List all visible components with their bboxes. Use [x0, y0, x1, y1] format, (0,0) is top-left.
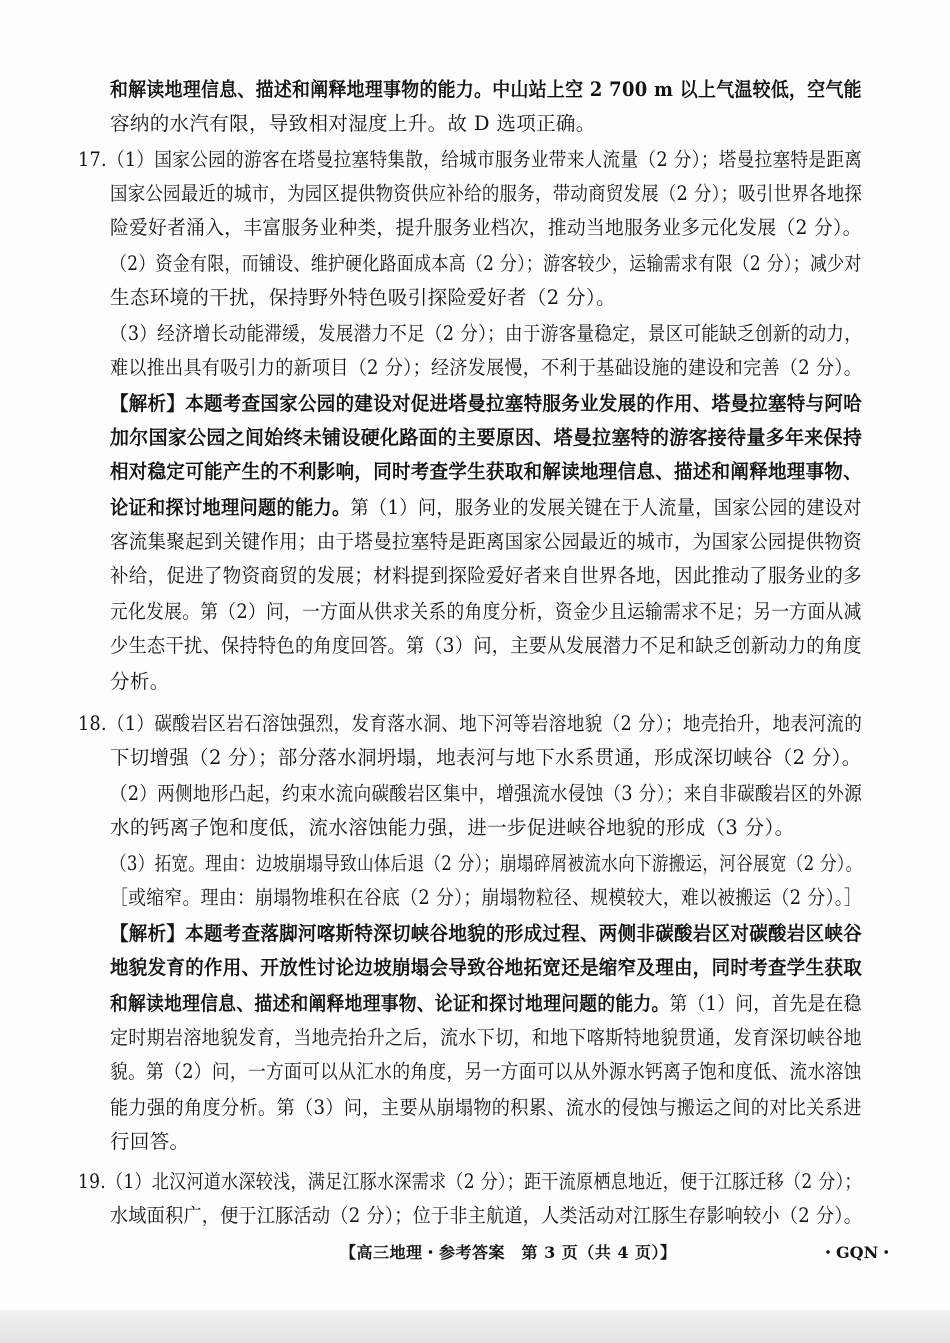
- body-text: 下切增强（2 分）；部分落水洞坍塌，地表河与地下水系贯通，形成深切峡谷（2 分）。: [110, 746, 862, 769]
- footer-code: ・GQN・: [820, 1243, 895, 1262]
- footer-title: 【高三地理・参考答案 第 3 页（共 4 页）】: [340, 1243, 677, 1262]
- bold-text: 【解析】本题考查落脚河喀斯特深切峡谷地貌的形成过程、两侧非碳酸岩区对碳酸岩区峡谷: [110, 922, 863, 945]
- text-line: [110, 250, 862, 278]
- body-text: 能力强的角度分析。第（3）问，主要从崩塌物的积累、流水的侵蚀与搬运之间的对比关系进: [110, 1096, 862, 1119]
- page-footer: [0, 1238, 950, 1268]
- text-line: [110, 814, 794, 842]
- body-text: （3）经济增长动能滞缓，发展潜力不足（2 分）；由于游客量稳定，景区可能缺乏创新的动力，: [110, 322, 863, 345]
- bold-text: 和解读地理信息、描述和阐释地理事物、论证和探讨地理问题的能力。: [110, 992, 670, 1015]
- body-text: （3）拓宽。理由：边坡崩塌导致山体后退（2 分）；崩塌碎屑被流水向下游搬运，河谷展宽（2 分）。: [110, 852, 863, 875]
- body-text: （2）资金有限，而铺设、维护硬化路面成本高（2 分）；游客较少，运输需求有限（2 分）；减少对: [110, 252, 862, 275]
- text-line: [110, 920, 862, 948]
- text-line: [110, 458, 862, 486]
- bold-text: 【解析】本题考查国家公园的建设对促进塔曼拉塞特服务业发展的作用、塔曼拉塞特与阿哈: [110, 392, 863, 415]
- body-text: 元化发展。第（2）问，一方面从供求关系的角度分析，资金少且运输需求不足；另一方面从减: [110, 600, 862, 623]
- body-text: 19.（1）北汉河道水深较浅，满足江豚水深需求（2 分）；距干流原栖息地近，便于江豚迁移（2 分）；: [78, 1170, 862, 1193]
- body-text: 国家公园最近的城市，为园区提供物资供应补给的服务，带动商贸发展（2 分）；吸引世界各地探: [110, 182, 863, 205]
- text-line: [110, 598, 862, 626]
- body-text: 水域面积广，便于江豚活动（2 分）；位于非主航道，人类活动对江豚生存影响较小（2 分）。: [110, 1204, 863, 1227]
- body-text: 难以推出具有吸引力的新项目（2 分）；经济发展慢，不利于基础设施的建设和完善（2 分）。: [110, 356, 863, 379]
- bold-text: 地貌发育的作用、开放性讨论边坡崩塌会导致谷地拓宽还是缩窄及理由，同时考查学生获取: [110, 956, 863, 979]
- body-text: 水的钙离子饱和度低，流水溶蚀能力强，进一步促进峡谷地貌的形成（3 分）。: [110, 816, 795, 839]
- text-line: [110, 744, 862, 772]
- text-line: [110, 780, 862, 808]
- body-text: 定时期岩溶地貌发育，当地壳抬升之后，流水下切，和地下喀斯特地貌贯通，发育深切峡谷地: [110, 1026, 862, 1049]
- body-text: 行回答。: [110, 1130, 190, 1153]
- text-line: [110, 284, 616, 312]
- text-line: [110, 884, 862, 912]
- text-line: [110, 320, 862, 348]
- body-text: 第（1）问，服务业的发展关键在于人流量，国家公园的建设对: [350, 496, 862, 519]
- text-line: [78, 146, 862, 174]
- text-line: [110, 1094, 862, 1122]
- text-line: [110, 390, 862, 418]
- text-line: [110, 1128, 189, 1156]
- body-text: 客流集聚起到关键作用；由于塔曼拉塞特是距离国家公园最近的城市，为国家公园提供物资: [110, 530, 863, 553]
- text-line: [78, 1168, 862, 1196]
- body-text: 17.（1）国家公园的游客在塔曼拉塞特集散，给城市服务业带来人流量（2 分）；塔曼拉塞特是距离: [78, 148, 863, 171]
- bold-text: 相对稳定可能产生的不利影响，同时考查学生获取和解读地理信息、描述和阐释地理事物、: [110, 460, 863, 483]
- body-text: 补给，促进了物资商贸的发展；材料提到探险爱好者来自世界各地，因此推动了服务业的多: [110, 564, 863, 587]
- body-text: 少生态干扰、保持特色的角度回答。第（3）问，主要从发展潜力不足和缺乏创新动力的角度: [110, 634, 862, 657]
- text-line: [110, 180, 862, 208]
- text-line: [110, 354, 862, 382]
- body-text: 第（1）问，首先是在稳: [669, 992, 862, 1015]
- bold-text: 加尔国家公园之间始终未铺设硬化路面的主要原因、塔曼拉塞特的游客接待量多年来保持: [110, 426, 863, 449]
- body-text: ［或缩窄。理由：崩塌物堆积在谷底（2 分）；崩塌物粒径、规模较大，难以被搬运（2 分）。］: [110, 886, 863, 909]
- text-line: [110, 110, 596, 138]
- bold-text: 和解读地理信息、描述和阐释地理事物的能力。中山站上空 2 700 m 以上气温较低，空气能: [110, 78, 862, 101]
- text-line: [110, 990, 862, 1018]
- text-line: [110, 528, 862, 556]
- body-text: 貌。第（2）问，一方面可以从汇水的角度，另一方面可以从外源水钙离子饱和度低、流水溶蚀: [110, 1060, 862, 1083]
- text-line: [78, 710, 862, 738]
- text-line: [110, 668, 170, 696]
- text-line: [110, 1202, 862, 1230]
- text-line: [110, 562, 862, 590]
- body-text: 险爱好者涌入，丰富服务业种类，提升服务业档次，推动当地服务业多元化发展（2 分）。: [110, 216, 862, 239]
- text-line: [110, 954, 862, 982]
- text-line: [110, 1058, 862, 1086]
- body-text: （2）两侧地形凸起，约束水流向碳酸岩区集中，增强流水侵蚀（3 分）；来自非碳酸岩区的外源: [110, 782, 863, 805]
- body-text: 分析。: [110, 670, 170, 693]
- scan-edge: [0, 1310, 950, 1343]
- text-line: [110, 632, 862, 660]
- text-line: [110, 214, 862, 242]
- body-text: 18.（1）碳酸岩区岩石溶蚀强烈，发育落水洞、地下河等岩溶地貌（2 分）；地壳抬升，地表河流的: [78, 712, 863, 735]
- text-line: [110, 494, 862, 522]
- body-text: 容纳的水汽有限，导致相对湿度上升。故 D 选项正确。: [110, 112, 596, 135]
- text-line: [110, 850, 862, 878]
- text-line: [110, 1024, 862, 1052]
- text-line: [110, 424, 862, 452]
- text-line: [110, 76, 862, 104]
- body-text: 生态环境的干扰，保持野外特色吸引探险爱好者（2 分）。: [110, 286, 616, 309]
- bold-text: 论证和探讨地理问题的能力。: [110, 496, 351, 519]
